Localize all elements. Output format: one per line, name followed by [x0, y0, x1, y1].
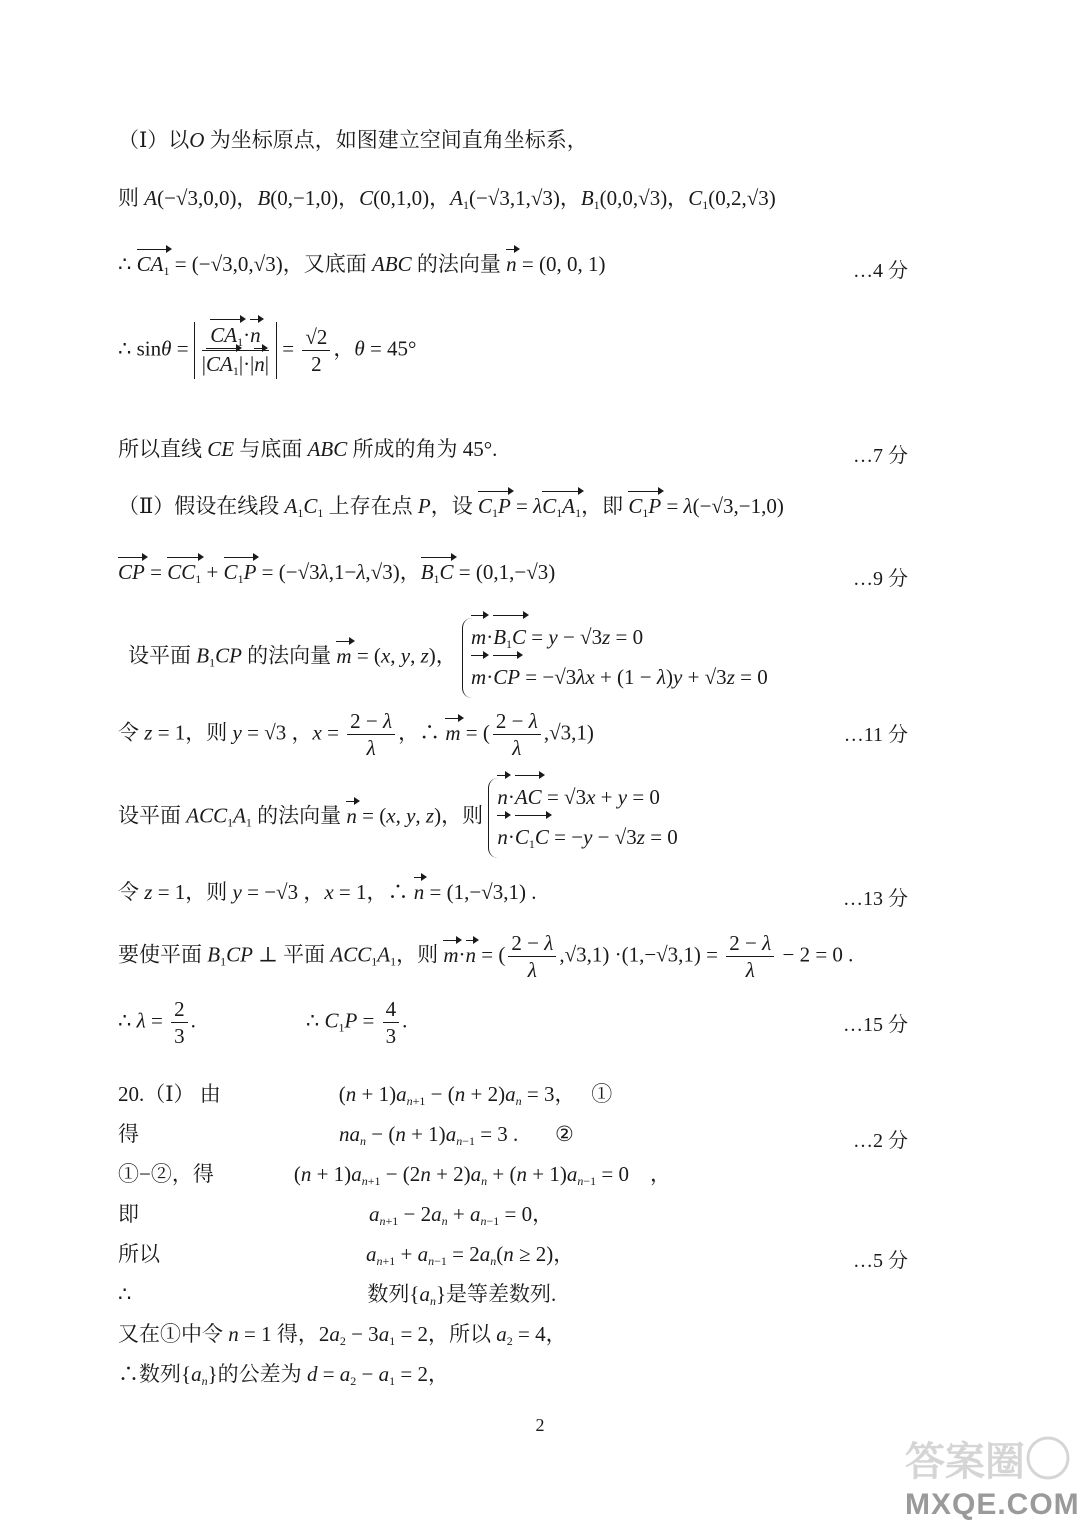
score-5: …5 分 [853, 1250, 908, 1272]
perpendicular-condition: 要使平面 $B_1CP$ ⊥ 平面 $ACC_1A_1$，则 m·n = ( $\frac{2 - \lambda}{\lambda}$ ,√3,1) ·(1,−√3,1) = $\frac{2 - \lambda}{\lambda}$ − 2 = 0 . [118, 931, 854, 983]
system-m: $m\cdot B_1C = y - √3z = 0$ m·CP = −√3λx + (1 − λ)y + √3z = 0 [462, 618, 768, 698]
score-7: …7 分 [853, 445, 908, 467]
p20-line1: 20.（Ⅰ） 由 $(n + 1)a_{n+1} - (n + 2)a_n = 3$， ① [118, 1082, 613, 1108]
part1-intro: （Ⅰ）以O 为坐标原点，如图建立空间直角坐标系， [118, 128, 588, 152]
score-4: …4 分 [853, 260, 908, 282]
svg-text:答案圈: 答案圈 [905, 1439, 1025, 1485]
score-11: …11 分 [843, 724, 908, 746]
solve-n-line: 令 z = 1，则 y = −√3 ，x = 1，∴ n = (1,−√3,1) . [118, 880, 537, 904]
p20-line5: 所以 $a_{n+1} + a_{n-1} = 2a_n(n \ge 2)$， [118, 1242, 575, 1268]
score-15: …15 分 [843, 1014, 908, 1036]
plane-b1cp-normal: 设平面 $B_1CP$ 的法向量 m = (x, y, z)， $m\cdot B_1C = y - √3z = 0$ m·CP = −√3λx + (1 − λ)y + √3z = 0 [128, 618, 768, 698]
conclusion-angle: 所以直线 CE 与底面 ABC 所成的角为 45°. [118, 437, 498, 461]
p20-line3: ①−②，得 $(n + 1)a_{n+1} - (2n + 2)a_n + (n + 1)a_{n-1} = 0$ ， [118, 1162, 671, 1188]
watermark-domain: MXQE.COM [905, 1488, 1080, 1521]
score-2: …2 分 [853, 1130, 908, 1152]
vector-cp-line: CP = $CC_1 + C_1P = (-√3\lambda,1-\lambda,√3)$，$B_1C = (0,1,-√3)$ [118, 560, 556, 586]
p20-line7: 又在①中令 n = 1 得，$2a_2 - 3a_1 = 2$，所以 $a_2 = 4$， [118, 1322, 567, 1348]
sin-theta-line: ∴ sinθ = $\frac{CA_1\cdot n}{|CA_1|\cdot|n|}$ = $\frac{√2}{2}$ ，θ = 45° [118, 323, 417, 378]
p20-line6: ∴ 数列$\{a_n\}$是等差数列. [118, 1282, 557, 1308]
vector-ca1-line: ∴ $CA_1 = (-√3,0,√3)$，又底面 ABC 的法向量 n = (0, 0, 1) [118, 252, 606, 278]
part2-assume: （Ⅱ）假设在线段 $A_1C_1$ 上存在点 P，设 $C_1P = \lambda C_1A_1$，即 $C_1P = \lambda(-√3,-1,0)$ [118, 494, 784, 520]
p20-line2: 得 $na_n - (n + 1)a_{n-1} = 3$ . ② [118, 1122, 574, 1148]
system-n: n·AC = √3x + y = 0 $n\cdot C_1C = -y - √3z = 0$ [488, 778, 677, 858]
coordinates-line: 则 A(−√3,0,0)，B(0,−1,0)，C(0,1,0)，$A_1(-√3,1,√3)$，$B_1(0,0,√3)$，$C_1(0,2,√3)$ [118, 186, 776, 212]
lambda-result: ∴ λ = $\frac{2}{3}$ . ∴ $C_1P$ = $\frac{4}{3}$ . [118, 997, 408, 1049]
solve-m-line: 令 z = 1，则 y = √3 ，x = $\frac{2 - \lambda}{\lambda}$ ，∴ m = ( $\frac{2 - \lambda}{\lambda}$ ,√3,1) [118, 709, 594, 761]
page-number: 2 [535, 1415, 545, 1435]
p20-line8: ∴数列$\{a_n\}$的公差为 $d = a_2 - a_1 = 2$， [118, 1362, 449, 1388]
plane-acc1a1-normal: 设平面 $ACC_1A_1$ 的法向量 n = (x, y, z)，则 n·AC = √3x + y = 0 $n\cdot C_1C = -y - √3z = 0$ [118, 778, 678, 858]
score-13: …13 分 [843, 888, 908, 910]
score-9: …9 分 [853, 568, 908, 590]
p20-line4: 即 $a_{n+1} - 2a_n + a_{n-1} = 0$， [118, 1202, 554, 1228]
